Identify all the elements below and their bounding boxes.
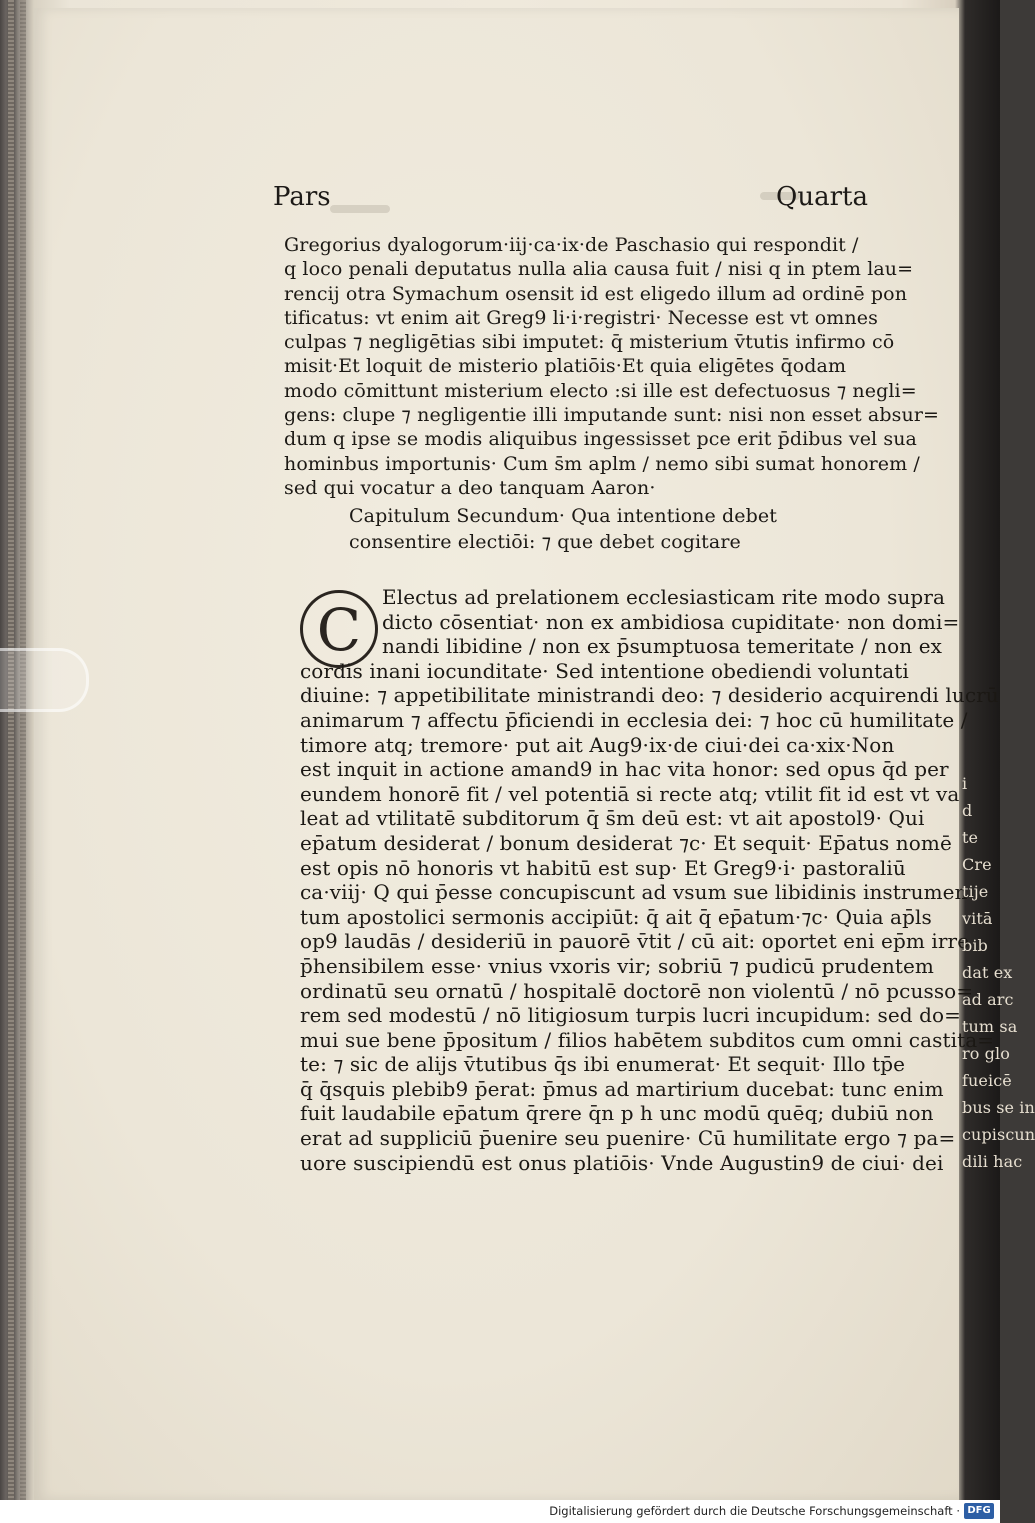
digitization-footer [0,1500,1000,1523]
text-line: culpas ⁊ negligētias sibi imputet: q̄ misterium v̄tutis infirmo cō [284,331,895,354]
text-line: q loco penali deputatus nulla alia causa fuit / nisi q in ptem lau= [284,258,914,281]
text-line: misit·Et loquit de misterio platiōis·Et quia eligētes q̄odam [284,355,847,378]
margin-fragment: tum sa [962,1017,1018,1036]
top-paragraph [284,233,940,500]
heading-line: Capitulum Secundum· Qua intentione debet [349,505,777,527]
text-line: sed qui vocatur a deo tanquam Aaron· [284,476,656,499]
facing-page-marginalia [962,770,1035,1175]
chapter-heading [349,503,789,555]
text-line: rencij otra Symachum osensit id est eligedo illum ad ordinē pon [284,282,908,305]
text-line: eundem honorē fit / vel potentiā si recte atq; vtilit fit id est vt va [300,781,960,806]
text-line: dicto cōsentiat· non ex ambidiosa cupiditate· non domi= [382,609,960,634]
text-line: animarum ⁊ affectu p̄ficiendi in ecclesia dei: ⁊ hoc cū humilitate / [300,707,968,732]
margin-fragment: ro glo [962,1044,1010,1063]
text-line: te: ⁊ sic de alijs v̄tutibus q̄s ibi enumerat· Et sequit· Illo tp̄e [300,1052,906,1077]
margin-fragment: tije [962,882,989,901]
text-line: est inquit in actione amand9 in hac vita honor: sed opus q̄d per [300,757,949,782]
page-edge-stack [8,0,14,1500]
text-line: leat ad vtilitatē subditorum q̄ s̄m deū est: vt ait apostol9· Qui [300,806,925,831]
text-line: p̄hensibilem esse· vnius vxoris vir; sobriū ⁊ pudicū prudentem [300,953,934,978]
text-line: rem sed modestū / nō litigiosum turpis lucri incupidum: sed do= [300,1003,962,1028]
drop-cap-initial: C [300,590,378,668]
text-line: q̄ q̄squis plebib9 p̄erat: p̄mus ad martirium ducebat: tunc enim [300,1076,944,1101]
text-line: erat ad suppliciū p̄uenire seu puenire· Cū humilitate ergo ⁊ pa= [300,1126,956,1151]
margin-fragment: fueicē [962,1071,1012,1090]
text-line: gens: clupe ⁊ negligentie illi imputande sunt: nisi non esset absur= [284,404,940,427]
text-line: op9 laudās / desideriū in pauorē v̄tit / cū ait: oportet eni ep̄m irre [300,929,970,954]
running-head-left: Pars [273,182,331,212]
text-line: fuit laudabile ep̄atum q̄rere q̄n p h unc modū quēq; dubiū non [300,1101,934,1126]
text-line: ca·viij· Q qui p̄esse concupiscunt ad vsum sue libidinis instrumen [300,880,968,905]
text-line: nandi libidine / non ex p̄sumptuosa temeritate / non ex [382,634,943,659]
text-line: est opis nō honoris vt habitū est sup· Et Greg9·i· pastoraliū [300,855,906,880]
text-line: Gregorius dyalogorum·iij·ca·ix·de Paschasio qui respondit / [284,234,859,256]
heading-line: consentire electiōi: ⁊ que debet cogitare [349,531,741,553]
page-edge-stack [20,0,26,1500]
margin-fragment: ad arc [962,990,1014,1009]
text-line: cordis inani iocunditate· Sed intentione obediendi voluntati [300,658,909,683]
text-line: hominbus importunis· Cum s̄m aplm / nemo sibi sumat honorem / [284,452,920,475]
text-line: tificatus: vt enim ait Greg9 li·i·registri· Necesse est vt omnes [284,306,878,329]
margin-fragment: bus se in [962,1098,1035,1117]
page-clip [0,648,89,712]
text-line: modo cōmittunt misterium electo :si ille est defectuosus ⁊ negli= [284,379,917,402]
ink-smudge [330,205,390,213]
margin-fragment: te [962,828,979,847]
funding-notice: Digitalisierung gefördert durch die Deutsche Forschungsgemeinschaft · [549,1504,960,1518]
text-line: mui sue bene p̄positum / filios habētem subditos cum omni castita= [300,1027,995,1052]
text-line: uore suscipiendū est onus platiōis· Vnde Augustin9 de ciui· dei [300,1150,944,1175]
text-line: diuine: ⁊ appetibilitate ministrandi deo: ⁊ desiderio acquirendi lucrū [300,683,999,708]
margin-fragment: dat ex [962,963,1013,982]
text-line: ep̄atum desiderat / bonum desiderat ⁊c· Et sequit· Ep̄atus nomē [300,830,952,855]
running-head-right: Quarta [776,182,868,212]
margin-fragment: d [962,801,973,820]
margin-fragment: i [962,774,968,793]
text-line: ordinatū seu ornatū / hospitalē doctorē non violentū / nō pcusso= [300,978,974,1003]
text-line: dum q ipse se modis aliquibus ingessisset pce erit p̄dibus vel sua [284,428,917,451]
margin-fragment: dili hac [962,1152,1023,1171]
text-line: Electus ad prelationem ecclesiasticam rite modo supra [382,585,946,609]
text-line: tum apostolici sermonis accipiūt: q̄ ait q̄ ep̄atum·⁊c· Quia ap̄ls [300,904,932,929]
margin-fragment: Cre [962,855,992,874]
margin-fragment: bib [962,936,988,955]
dfg-logo-icon: DFG [964,1503,994,1519]
margin-fragment: vitā [962,909,993,928]
text-line: timore atq; tremore· put ait Aug9·ix·de ciui·dei ca·xix·Non [300,732,895,757]
margin-fragment: cupiscun [962,1125,1035,1144]
